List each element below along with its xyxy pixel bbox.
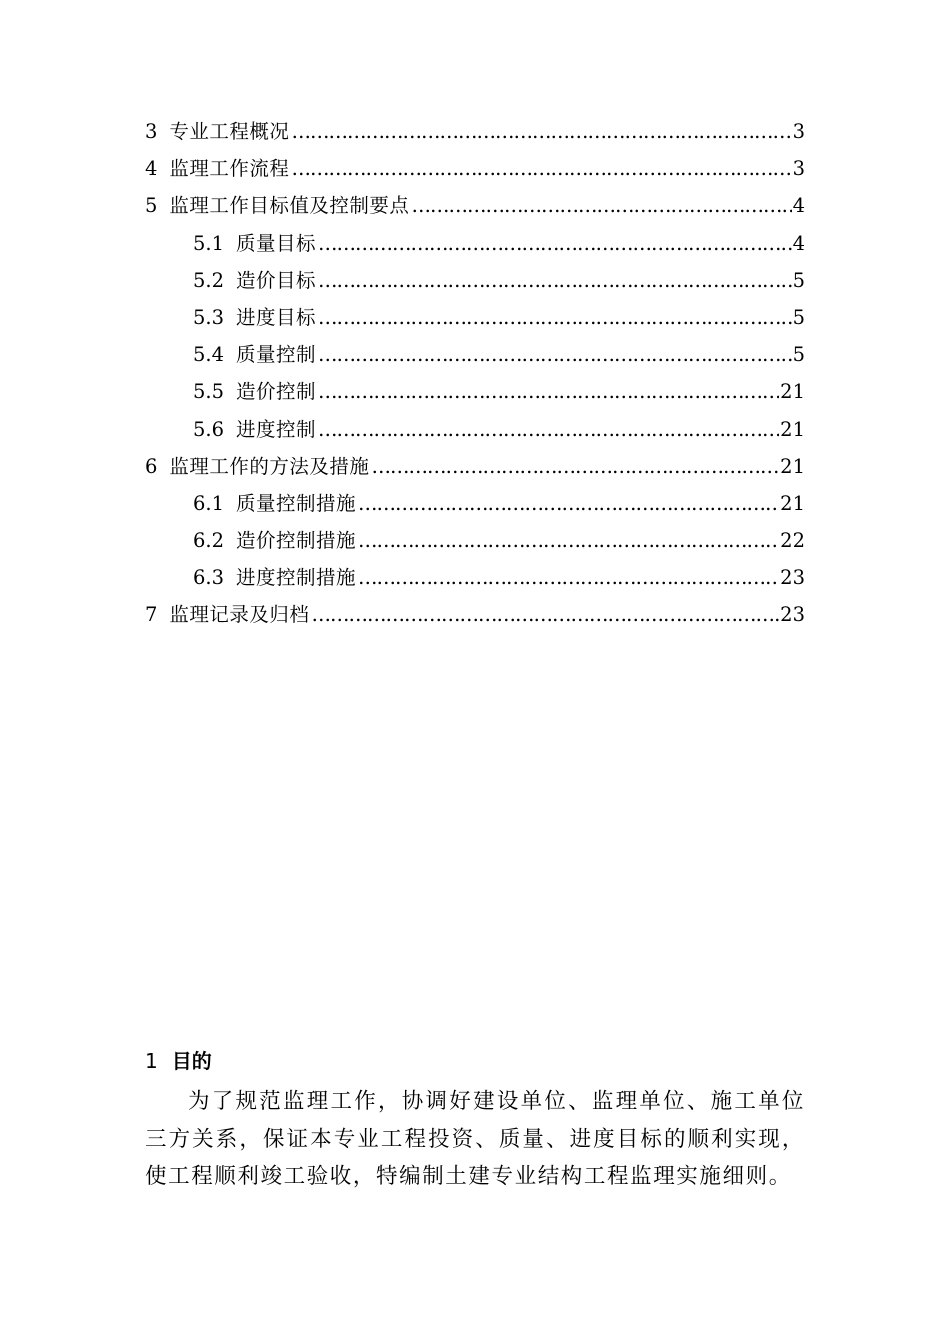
toc-entry-page: 22 <box>780 529 805 553</box>
section-heading <box>145 1040 805 1082</box>
toc-entry-title: 进度控制措施 <box>236 566 357 590</box>
toc-dot-leader <box>318 299 792 336</box>
toc-dot-leader <box>358 559 779 596</box>
table-of-contents <box>145 113 805 634</box>
toc-entry-number: 5.6 <box>193 417 225 441</box>
toc-entry-page: 23 <box>780 566 805 590</box>
toc-entry-title: 造价目标 <box>236 268 317 292</box>
toc-entry-page: 4 <box>792 231 805 255</box>
toc-entry-title: 进度控制 <box>236 417 317 441</box>
toc-dot-leader <box>318 262 792 299</box>
toc-dot-leader <box>318 373 779 410</box>
toc-entry-number: 5.1 <box>193 231 225 255</box>
toc-entry-page: 5 <box>792 268 805 292</box>
toc-entry[interactable] <box>145 299 805 336</box>
toc-dot-leader <box>318 336 792 373</box>
toc-dot-leader <box>358 485 779 522</box>
toc-entry-title: 质量目标 <box>236 231 317 255</box>
toc-entry-number: 6.1 <box>193 491 225 515</box>
toc-entry-number: 6 <box>145 454 158 478</box>
section-1 <box>145 1040 805 1196</box>
toc-entry-title: 监理工作的方法及措施 <box>169 454 370 478</box>
toc-entry-number: 4 <box>145 157 158 181</box>
toc-entry-number: 5.5 <box>193 380 225 404</box>
toc-entry-title: 监理记录及归档 <box>169 603 310 627</box>
toc-entry[interactable] <box>145 336 805 373</box>
toc-entry-number: 3 <box>145 120 158 143</box>
toc-entry-page: 4 <box>792 194 805 218</box>
toc-entry[interactable] <box>145 373 805 410</box>
toc-entry-page: 5 <box>792 305 805 329</box>
toc-dot-leader <box>318 225 792 262</box>
toc-entry-title: 造价控制 <box>236 380 317 404</box>
toc-entry-number: 5 <box>145 194 158 218</box>
toc-entry[interactable] <box>145 411 805 448</box>
toc-dot-leader <box>411 187 791 224</box>
toc-entry[interactable] <box>145 225 805 262</box>
toc-entry-title: 监理工作目标值及控制要点 <box>169 194 410 218</box>
toc-entry-title: 监理工作流程 <box>169 157 290 181</box>
toc-entry[interactable] <box>145 559 805 596</box>
toc-entry-page: 21 <box>780 417 805 441</box>
toc-entry-number: 5.4 <box>193 343 225 367</box>
toc-entry-title: 造价控制措施 <box>236 529 357 553</box>
toc-dot-leader <box>311 596 779 633</box>
toc-entry[interactable] <box>145 448 805 485</box>
toc-dot-leader <box>291 150 791 187</box>
toc-entry-page: 21 <box>780 380 805 404</box>
toc-entry-number: 6.2 <box>193 529 225 553</box>
toc-entry[interactable] <box>145 187 805 224</box>
toc-entry[interactable] <box>145 113 805 150</box>
toc-dot-leader <box>291 113 791 150</box>
toc-entry-page: 3 <box>792 157 805 181</box>
toc-entry-title: 专业工程概况 <box>169 120 290 143</box>
section-number: 1 <box>145 1049 158 1073</box>
toc-entry-page: 21 <box>780 491 805 515</box>
toc-entry-page: 23 <box>780 603 805 627</box>
toc-entry-title: 质量控制 <box>236 343 317 367</box>
toc-entry-title: 质量控制措施 <box>236 491 357 515</box>
toc-entry-page: 21 <box>780 454 805 478</box>
toc-entry-page: 5 <box>792 343 805 367</box>
toc-entry-number: 5.3 <box>193 305 225 329</box>
toc-dot-leader <box>358 522 779 559</box>
toc-entry-number: 7 <box>145 603 158 627</box>
toc-entry[interactable] <box>145 262 805 299</box>
section-title: 目的 <box>171 1049 212 1073</box>
section-paragraph: 为了规范监理工作，协调好建设单位、监理单位、施工单位三方关系，保证本专业工程投资、质量、进度目标的顺利实现，使工程顺利竣工验收，特编制土建专业结构工程监理实施细则。 <box>145 1089 805 1189</box>
toc-entry[interactable] <box>145 596 805 633</box>
toc-entry-number: 6.3 <box>193 566 225 590</box>
toc-entry[interactable] <box>145 522 805 559</box>
toc-entry[interactable] <box>145 150 805 187</box>
toc-entry-number: 5.2 <box>193 268 225 292</box>
toc-entry-page: 3 <box>792 120 805 143</box>
toc-dot-leader <box>371 448 779 485</box>
toc-dot-leader <box>318 411 779 448</box>
toc-entry[interactable] <box>145 485 805 522</box>
toc-entry-title: 进度目标 <box>236 305 317 329</box>
